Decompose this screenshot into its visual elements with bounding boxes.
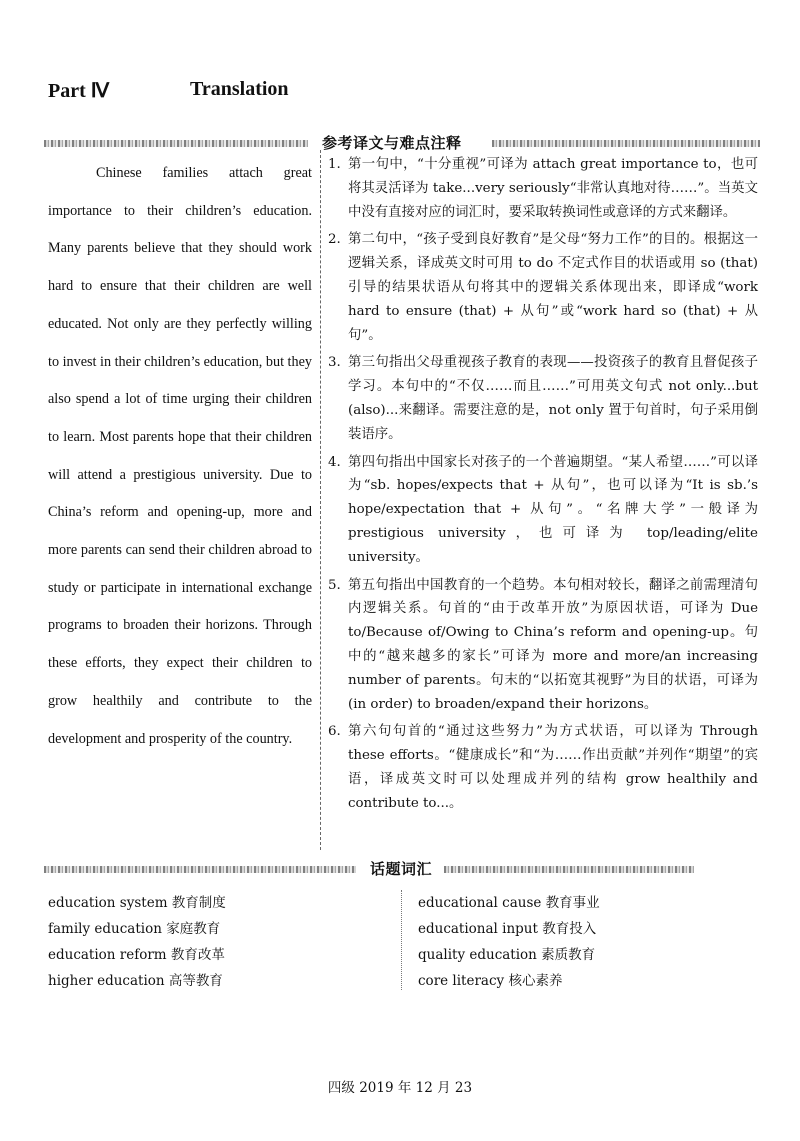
- column-divider: [320, 150, 321, 850]
- note-number: 4.: [328, 454, 341, 470]
- vocab-list-right: [418, 890, 758, 994]
- note-text: 第五句指出中国教育的一个趋势。本句相对较长，翻译之前需理清句内逻辑关系。句首的“由于改革开放”为原因状语，可译为 Due to/Because of/Owing to China’s reform and opening-up。句中的“越来越多的家长”可译为 more and more/an increasing number of parents。句末的“以拓宽其视野”为目的状语，可译为 (in order) to broaden/expand their horizons。: [348, 577, 758, 712]
- vocab-list-left: [48, 890, 378, 994]
- part-title: Translation: [190, 78, 289, 100]
- part-label: Part Ⅳ: [48, 80, 110, 102]
- note-item: [328, 574, 758, 717]
- vocab-item: higher education 高等教育: [48, 973, 223, 989]
- vocab-divider: [401, 890, 402, 990]
- translation-column: [48, 155, 312, 758]
- note-item: [328, 153, 758, 224]
- vocab-item: quality education 素质教育: [418, 947, 596, 963]
- note-text: 第二句中，“孩子受到良好教育”是父母“努力工作”的目的。根据这一逻辑关系，译成英文时可用 to do 不定式作目的状语或用 so (that)引导的结果状语从句将其中的逻辑关系体现出来，即译成“work hard to ensure (that) + 从句”或“work hard so (that) + 从句”。: [348, 232, 758, 343]
- note-number: 3.: [328, 355, 341, 371]
- decorative-rule-right: [492, 140, 760, 147]
- decorative-rule-left: [44, 866, 356, 873]
- vocab-item: family education 家庭教育: [48, 921, 221, 937]
- note-text: 第一句中，“十分重视”可译为 attach great importance to，也可将其灵活译为 take...very seriously“非常认真地对待……”。当英文中没有直接对应的词汇时，要采取转换词性或意译的方式来翻译。: [348, 157, 758, 220]
- part-header: [48, 78, 648, 108]
- vocab-item: education system 教育制度: [48, 895, 226, 911]
- note-text: 第四句指出中国家长对孩子的一个普遍期望。“某人希望……”可以译为“sb. hopes/expects that + 从句”，也可以译为“It is sb.’s hope/expectation that + 从句”。“名牌大学”一般译为 prestigious university，也可译为 top/leading/elite university。: [348, 454, 758, 565]
- vocab-item: educational input 教育投入: [418, 921, 597, 937]
- decorative-rule-left: [44, 140, 308, 147]
- translation-text: Chinese families attach great importance to their children’s education. Many parents believe that they should work hard to ensure that their children are well educated. Not only are they perfectly willing to invest in their children’s education, but they also spend a lot of time urging their children to learn. Most parents hope that their children will attend a prestigious university. Due to China’s reform and opening-up, more and more parents can send their children abroad to study or participate in international exchange programs to broaden their horizons. Through these efforts, they expect their children to grow healthily and contribute to the development and prosperity of the country.: [48, 165, 312, 747]
- note-item: [328, 351, 758, 446]
- note-text: 第六句句首的“通过这些努力”为方式状语，可以译为 Through these efforts。“健康成长”和“为……作出贡献”并列作“期望”的宾语，译成英文时可以处理成并列的结构 grow healthily and contribute to...。: [348, 724, 758, 811]
- note-item: [328, 451, 758, 570]
- note-number: 5.: [328, 577, 341, 593]
- note-number: 6.: [328, 724, 341, 740]
- vocab-section-title: 话题词汇: [370, 860, 433, 878]
- vocab-item: core literacy 核心素养: [418, 973, 563, 989]
- decorative-rule-right: [444, 866, 694, 873]
- note-item: [328, 720, 758, 815]
- page-footer: 四级 2019 年 12 月 23: [327, 1080, 473, 1096]
- note-number: 1.: [328, 157, 341, 172]
- vocab-item: educational cause 教育事业: [418, 895, 600, 911]
- vocab-section-bar: [44, 858, 760, 880]
- note-number: 2.: [328, 232, 341, 248]
- reference-section-title: 参考译文与难点注释: [322, 134, 462, 152]
- note-item: [328, 228, 758, 347]
- reference-section-bar: [44, 132, 760, 154]
- vocab-item: education reform 教育改革: [48, 947, 225, 963]
- notes-column: [328, 153, 758, 816]
- note-text: 第三句指出父母重视孩子教育的表现——投资孩子的教育且督促孩子学习。本句中的“不仅……而且……”可用英文句式 not only...but (also)...来翻译。需要注意的是，not only 置于句首时，句子采用倒装语序。: [348, 355, 758, 442]
